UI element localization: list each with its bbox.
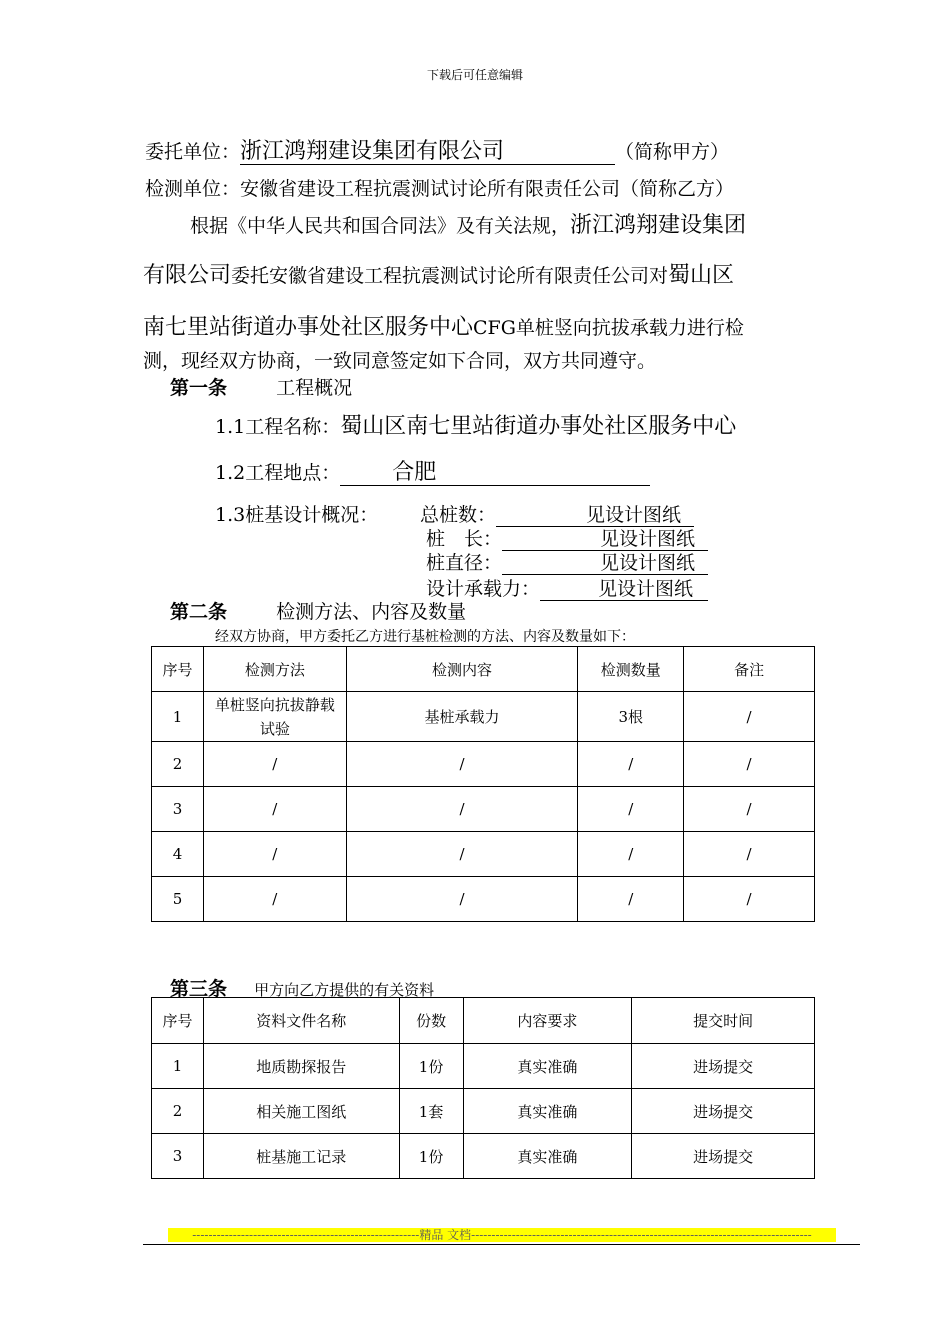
article2-subtitle: 检测方法、内容及数量: [276, 601, 467, 623]
table-cell: /: [578, 877, 684, 922]
project-name-value: 蜀山区南七里站街道办事处社区服务中心: [340, 414, 737, 439]
table-row: [152, 742, 815, 787]
intro-project: 蜀山区: [668, 263, 735, 288]
table-cell: 地质勘探报告: [203, 1044, 399, 1089]
intro-line-2: [143, 258, 734, 289]
tester-line: 检测单位：安徽省建设工程抗震测试讨论所有限责任公司（简称乙方）: [145, 178, 735, 200]
table-cell: /: [578, 832, 684, 877]
table-cell: 真实准确: [463, 1089, 632, 1134]
table-cell: /: [203, 877, 346, 922]
table-cell: 单桩竖向抗拔静载试验: [203, 692, 346, 742]
design-item-label: 总桩数：: [420, 504, 497, 526]
intro-project-cont: 南七里站街道办事处社区服务中心: [143, 315, 474, 340]
design-item-value: 见设计图纸: [540, 579, 708, 601]
intro-line-1: [190, 208, 746, 239]
project-site-line: [215, 458, 650, 486]
intro-line-4: 测，现经双方协商，一致同意签定如下合同，双方共同遵守。: [143, 350, 657, 372]
table-header-cell: 检测数量: [578, 647, 684, 692]
design-item-length: [426, 524, 708, 551]
table-cell: /: [684, 832, 815, 877]
article1-heading: [170, 373, 352, 400]
table-cell: 1: [152, 1044, 204, 1089]
design-item-label: 桩直径：: [426, 552, 503, 574]
article1-title: 第一条: [170, 377, 228, 399]
design-item-total: [420, 500, 694, 527]
table-cell: 2: [152, 742, 204, 787]
table-header-cell: 序号: [152, 998, 204, 1044]
table-cell: 3根: [578, 692, 684, 742]
table-cell: 1份: [399, 1134, 463, 1179]
table-cell: 进场提交: [632, 1134, 815, 1179]
table-cell: 进场提交: [632, 1089, 815, 1134]
client-label: 委托单位：: [145, 141, 241, 163]
table-header-cell: 检测方法: [203, 647, 346, 692]
footer-bar: [168, 1228, 836, 1242]
table-cell: /: [684, 692, 815, 742]
table-cell: /: [346, 787, 578, 832]
project-site-label: 1.2工程地点：: [215, 462, 341, 484]
table-cell: 基桩承载力: [346, 692, 578, 742]
table-cell: /: [684, 877, 815, 922]
table-cell: 2: [152, 1089, 204, 1134]
intro-text: 根据《中华人民共和国合同法》及有关法规，: [190, 215, 571, 237]
table-cell: 3: [152, 787, 204, 832]
table-header-row: [152, 647, 815, 692]
table-row: [152, 1044, 815, 1089]
table-cell: 1份: [399, 1044, 463, 1089]
table-row: [152, 692, 815, 742]
table-cell: /: [346, 832, 578, 877]
documents-table: [151, 997, 815, 1179]
table-cell: /: [346, 877, 578, 922]
table-cell: 相关施工图纸: [203, 1089, 399, 1134]
header-note: 下载后可任意编辑: [426, 68, 523, 82]
design-item-diameter: [426, 548, 708, 575]
table-cell: 进场提交: [632, 1044, 815, 1089]
intro-line-3: [143, 310, 744, 341]
project-name-line: [215, 409, 736, 440]
intro-client-name: 浙江鸿翔建设集团: [570, 213, 747, 238]
article2-title: 第二条: [170, 601, 228, 623]
client-name: 浙江鸿翔建设集团有限公司: [240, 140, 615, 165]
footer-divider: [143, 1244, 860, 1245]
table-cell: 真实准确: [463, 1134, 632, 1179]
table-cell: 真实准确: [463, 1044, 632, 1089]
table-cell: /: [203, 832, 346, 877]
table-cell: /: [203, 742, 346, 787]
project-site-value: 合肥: [340, 461, 650, 486]
table-header-cell: 备注: [684, 647, 815, 692]
footer-label: 精品 文档: [419, 1228, 472, 1242]
table-header-cell: 资料文件名称: [203, 998, 399, 1044]
table-cell: /: [684, 787, 815, 832]
client-line: [145, 137, 729, 165]
table-cell: 4: [152, 832, 204, 877]
table-header-cell: 份数: [399, 998, 463, 1044]
table-cell: /: [203, 787, 346, 832]
table-cell: /: [346, 742, 578, 787]
table-header-row: [152, 998, 815, 1044]
table-cell: 3: [152, 1134, 204, 1179]
design-item-label: 设计承载力：: [426, 578, 541, 600]
table-row: [152, 1089, 815, 1134]
design-label: 1.3桩基设计概况：: [215, 504, 379, 526]
table-header-cell: 序号: [152, 647, 204, 692]
intro-text: CFG单桩竖向抗拔承载力进行检: [473, 317, 744, 339]
inspection-table: [151, 646, 815, 922]
table-header-cell: 内容要求: [463, 998, 632, 1044]
table-cell: /: [578, 787, 684, 832]
article1-subtitle: 工程概况: [276, 377, 353, 399]
footer-dashes: ------------------------------------------------------------------------------------: [471, 1228, 812, 1242]
table-cell: /: [578, 742, 684, 787]
design-item-capacity: [426, 574, 708, 601]
article2-note: 经双方协商，甲方委托乙方进行基桩检测的方法、内容及数量如下：: [215, 629, 635, 645]
table-row: [152, 787, 815, 832]
table-cell: 1: [152, 692, 204, 742]
table-cell: 桩基施工记录: [203, 1134, 399, 1179]
design-item-value: 见设计图纸: [502, 529, 708, 551]
project-name-label: 1.1工程名称：: [215, 416, 341, 438]
table-row: [152, 877, 815, 922]
design-item-value: 见设计图纸: [496, 505, 694, 527]
article3-title: 第三条: [170, 978, 228, 1000]
table-cell: 5: [152, 877, 204, 922]
article3-subtitle: 甲方向乙方提供的有关资料: [254, 981, 435, 999]
table-header-cell: 检测内容: [346, 647, 578, 692]
table-row: [152, 1134, 815, 1179]
table-cell: /: [684, 742, 815, 787]
footer-dashes: --------------------------------------------------------: [192, 1228, 420, 1242]
table-header-cell: 提交时间: [632, 998, 815, 1044]
client-suffix: （简称甲方）: [615, 141, 730, 163]
intro-client-name-cont: 有限公司: [143, 263, 232, 288]
design-item-label: 桩 长：: [426, 528, 503, 550]
table-cell: 1套: [399, 1089, 463, 1134]
article2-heading: [170, 597, 466, 624]
design-item-value: 见设计图纸: [502, 553, 708, 575]
table-row: [152, 832, 815, 877]
intro-text: 委托安徽省建设工程抗震测试讨论所有限责任公司对: [231, 265, 669, 287]
